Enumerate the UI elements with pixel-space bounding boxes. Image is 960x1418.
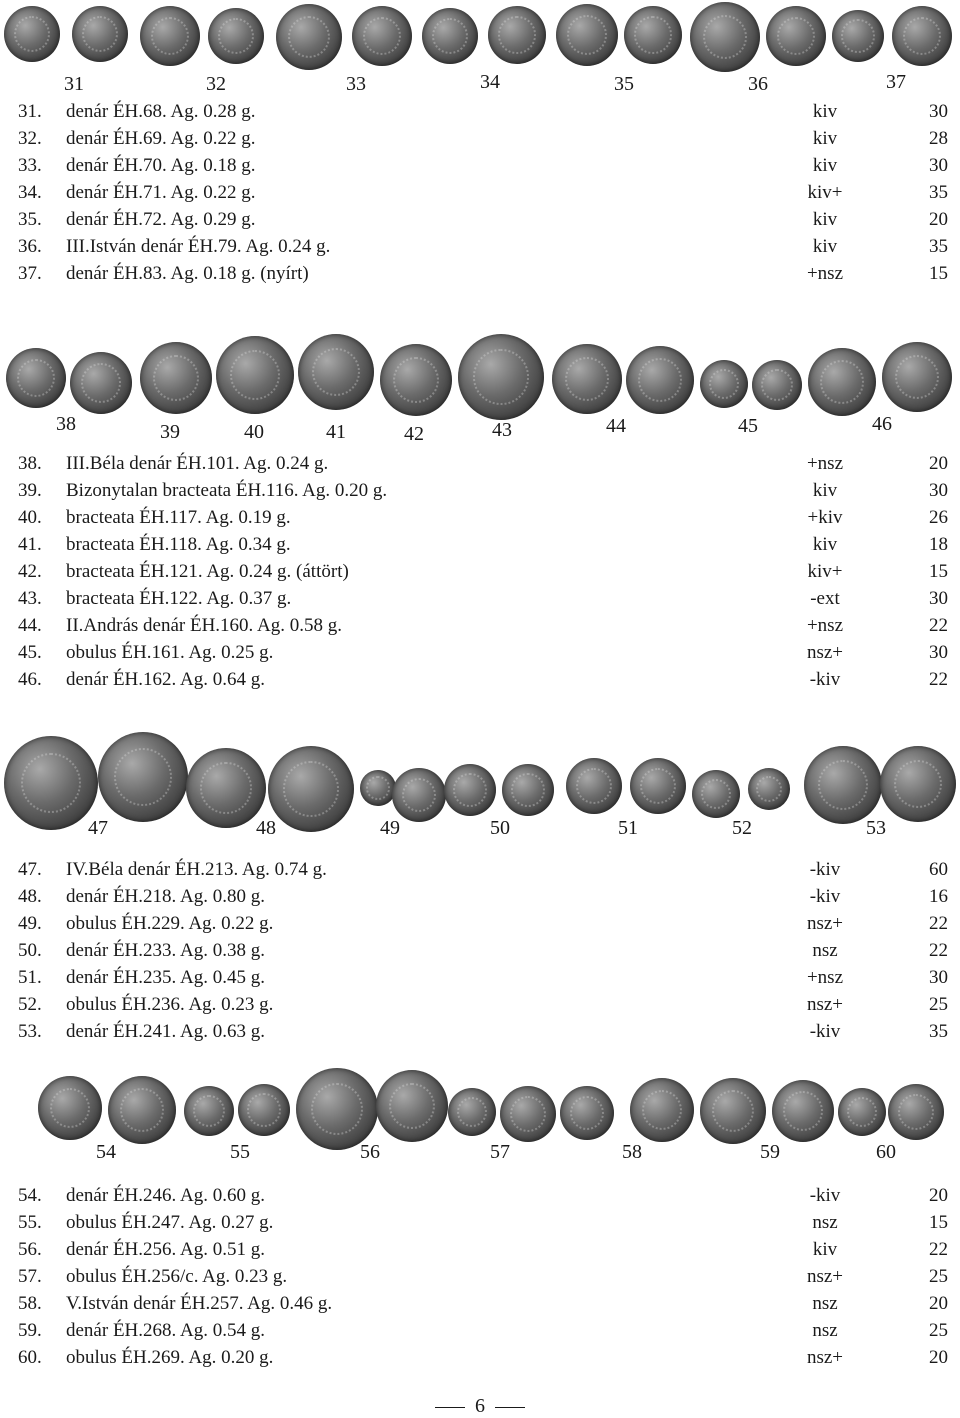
coin-photo xyxy=(458,334,544,420)
lot-price: 30 xyxy=(929,101,948,122)
lot-grade: kiv xyxy=(812,1239,838,1260)
catalog-list xyxy=(0,856,960,1045)
lot-grade: +nsz xyxy=(806,263,844,284)
coin-number-label: 35 xyxy=(614,73,634,95)
catalog-row xyxy=(0,98,960,125)
lot-number: 54. xyxy=(18,1185,42,1206)
footer-dash-right xyxy=(495,1407,525,1408)
coin-photo xyxy=(98,732,188,822)
catalog-list xyxy=(0,450,960,693)
coin-number-label: 57 xyxy=(490,1141,510,1163)
footer-dash-left xyxy=(435,1407,465,1408)
lot-number: 45. xyxy=(18,642,42,663)
catalog-row xyxy=(0,1236,960,1263)
coin-number-label: 45 xyxy=(738,415,758,437)
coin-photo xyxy=(392,768,446,822)
coin-photo xyxy=(70,352,132,414)
catalog-row xyxy=(0,125,960,152)
lot-grade: nsz+ xyxy=(806,913,844,934)
coin-photo xyxy=(38,1076,102,1140)
lot-description: denár ÉH.71. Ag. 0.22 g. xyxy=(66,182,256,203)
coin-photo xyxy=(752,360,802,410)
lot-grade: nsz+ xyxy=(806,994,844,1015)
lot-price: 18 xyxy=(929,534,948,555)
lot-description: obulus ÉH.229. Ag. 0.22 g. xyxy=(66,913,274,934)
coin-photo xyxy=(838,1088,886,1136)
coin-photo xyxy=(72,6,128,62)
lot-description: bracteata ÉH.118. Ag. 0.34 g. xyxy=(66,534,291,555)
lot-grade: kiv xyxy=(812,209,838,230)
lot-description: bracteata ÉH.117. Ag. 0.19 g. xyxy=(66,507,291,528)
lot-price: 25 xyxy=(929,1320,948,1341)
lot-grade: nsz xyxy=(812,1293,838,1314)
lot-grade: nsz xyxy=(812,1212,838,1233)
coin-photo xyxy=(140,342,212,414)
lot-number: 31. xyxy=(18,101,42,122)
coin-number-label: 59 xyxy=(760,1141,780,1163)
page-footer xyxy=(0,1394,960,1418)
lot-grade: kiv+ xyxy=(807,182,843,203)
lot-description: denár ÉH.162. Ag. 0.64 g. xyxy=(66,669,265,690)
lot-number: 33. xyxy=(18,155,42,176)
catalog-row xyxy=(0,1290,960,1317)
coin-photo xyxy=(268,746,354,832)
lot-price: 30 xyxy=(929,642,948,663)
catalog-row xyxy=(0,991,960,1018)
lot-price: 28 xyxy=(929,128,948,149)
lot-grade: +nsz xyxy=(806,453,844,474)
lot-description: Bizonytalan bracteata ÉH.116. Ag. 0.20 g. xyxy=(66,480,388,501)
coin-number-label: 52 xyxy=(732,817,752,839)
lot-grade: +nsz xyxy=(806,615,844,636)
coin-number-label: 33 xyxy=(346,73,366,95)
lot-grade: -ext xyxy=(810,588,840,609)
coin-number-label: 39 xyxy=(160,421,180,443)
lot-number: 56. xyxy=(18,1239,42,1260)
coin-photo xyxy=(422,8,478,64)
lot-description: denár ÉH.235. Ag. 0.45 g. xyxy=(66,967,265,988)
lot-grade: -kiv xyxy=(809,1021,841,1042)
lot-grade: nsz+ xyxy=(806,1266,844,1287)
catalog-row xyxy=(0,1182,960,1209)
catalog-list xyxy=(0,1182,960,1371)
catalog-row xyxy=(0,450,960,477)
coin-photo xyxy=(556,4,618,66)
coin-number-label: 50 xyxy=(490,817,510,839)
lot-number: 48. xyxy=(18,886,42,907)
lot-description: denár ÉH.70. Ag. 0.18 g. xyxy=(66,155,256,176)
lot-number: 55. xyxy=(18,1212,42,1233)
lot-price: 25 xyxy=(929,994,948,1015)
catalog-section-3 xyxy=(0,730,960,1045)
lot-description: III.István denár ÉH.79. Ag. 0.24 g. xyxy=(66,236,331,257)
coin-photo xyxy=(808,348,876,416)
lot-description: denár ÉH.268. Ag. 0.54 g. xyxy=(66,1320,265,1341)
lot-description: denár ÉH.241. Ag. 0.63 g. xyxy=(66,1021,265,1042)
lot-grade: +kiv xyxy=(807,507,843,528)
coin-photo xyxy=(186,748,266,828)
coin-photo xyxy=(552,344,622,414)
lot-grade: kiv xyxy=(812,236,838,257)
coin-number-label: 31 xyxy=(64,73,84,95)
catalog-row xyxy=(0,612,960,639)
lot-price: 26 xyxy=(929,507,948,528)
lot-grade: kiv xyxy=(812,480,838,501)
coin-number-label: 44 xyxy=(606,415,626,437)
coin-photo xyxy=(892,6,952,66)
lot-number: 46. xyxy=(18,669,42,690)
coin-photo xyxy=(888,1084,944,1140)
catalog-row xyxy=(0,666,960,693)
coin-photo xyxy=(208,8,264,64)
catalog-row xyxy=(0,1209,960,1236)
coin-photo xyxy=(184,1086,234,1136)
lot-grade: kiv xyxy=(812,101,838,122)
coin-number-label: 32 xyxy=(206,73,226,95)
catalog-row xyxy=(0,856,960,883)
coin-photo xyxy=(140,6,200,66)
coin-photo xyxy=(4,6,60,62)
catalog-row xyxy=(0,910,960,937)
coin-number-label: 36 xyxy=(748,73,768,95)
coin-photo xyxy=(700,1078,766,1144)
lot-description: obulus ÉH.247. Ag. 0.27 g. xyxy=(66,1212,274,1233)
page-number: 6 xyxy=(475,1395,485,1417)
lot-number: 58. xyxy=(18,1293,42,1314)
lot-number: 53. xyxy=(18,1021,42,1042)
coin-number-label: 49 xyxy=(380,817,400,839)
lot-price: 22 xyxy=(929,615,948,636)
lot-description: IV.Béla denár ÉH.213. Ag. 0.74 g. xyxy=(66,859,327,880)
coin-photo xyxy=(690,2,760,72)
lot-number: 57. xyxy=(18,1266,42,1287)
catalog-row xyxy=(0,206,960,233)
coin-photo-strip xyxy=(0,730,960,856)
coin-number-label: 55 xyxy=(230,1141,250,1163)
lot-description: obulus ÉH.269. Ag. 0.20 g. xyxy=(66,1347,274,1368)
lot-number: 42. xyxy=(18,561,42,582)
lot-number: 47. xyxy=(18,859,42,880)
catalog-section-2 xyxy=(0,334,960,693)
lot-description: bracteata ÉH.121. Ag. 0.24 g. (áttört) xyxy=(66,561,349,582)
coin-photo-strip xyxy=(0,334,960,450)
lot-description: denár ÉH.256. Ag. 0.51 g. xyxy=(66,1239,265,1260)
coin-photo xyxy=(882,342,952,412)
catalog-row xyxy=(0,585,960,612)
catalog-row xyxy=(0,1018,960,1045)
lot-description: denár ÉH.233. Ag. 0.38 g. xyxy=(66,940,265,961)
coin-number-label: 38 xyxy=(56,413,76,435)
lot-grade: kiv+ xyxy=(807,561,843,582)
lot-price: 35 xyxy=(929,182,948,203)
lot-grade: nsz+ xyxy=(806,1347,844,1368)
lot-number: 38. xyxy=(18,453,42,474)
lot-grade: kiv xyxy=(812,534,838,555)
lot-price: 35 xyxy=(929,236,948,257)
lot-price: 20 xyxy=(929,1185,948,1206)
lot-number: 43. xyxy=(18,588,42,609)
coin-number-label: 54 xyxy=(96,1141,116,1163)
lot-price: 25 xyxy=(929,1266,948,1287)
lot-price: 22 xyxy=(929,940,948,961)
coin-number-label: 48 xyxy=(256,817,276,839)
lot-price: 22 xyxy=(929,913,948,934)
coin-photo xyxy=(560,1086,614,1140)
coin-number-label: 46 xyxy=(872,413,892,435)
lot-number: 41. xyxy=(18,534,42,555)
lot-price: 15 xyxy=(929,263,948,284)
lot-grade: nsz xyxy=(812,940,838,961)
coin-number-label: 58 xyxy=(622,1141,642,1163)
lot-price: 30 xyxy=(929,155,948,176)
coin-photo xyxy=(276,4,342,70)
lot-grade: -kiv xyxy=(809,1185,841,1206)
lot-price: 35 xyxy=(929,1021,948,1042)
coin-photo xyxy=(700,360,748,408)
coin-photo xyxy=(748,768,790,810)
coin-photo xyxy=(216,336,294,414)
coin-photo xyxy=(766,6,826,66)
coin-photo xyxy=(296,1068,378,1150)
catalog-row xyxy=(0,558,960,585)
lot-grade: -kiv xyxy=(809,859,841,880)
coin-photo xyxy=(238,1084,290,1136)
catalog-row xyxy=(0,1317,960,1344)
catalog-row xyxy=(0,477,960,504)
lot-grade: kiv xyxy=(812,128,838,149)
coin-number-label: 51 xyxy=(618,817,638,839)
coin-number-label: 43 xyxy=(492,419,512,441)
lot-description: obulus ÉH.256/c. Ag. 0.23 g. xyxy=(66,1266,288,1287)
coin-photo xyxy=(566,758,622,814)
coin-photo xyxy=(630,1078,694,1142)
lot-number: 49. xyxy=(18,913,42,934)
lot-number: 50. xyxy=(18,940,42,961)
coin-photo xyxy=(772,1080,834,1142)
coin-photo xyxy=(500,1086,556,1142)
lot-number: 52. xyxy=(18,994,42,1015)
catalog-row xyxy=(0,964,960,991)
coin-photo xyxy=(298,334,374,410)
lot-price: 20 xyxy=(929,1293,948,1314)
lot-number: 32. xyxy=(18,128,42,149)
lot-description: denár ÉH.218. Ag. 0.80 g. xyxy=(66,886,265,907)
coin-photo xyxy=(352,6,412,66)
coin-photo xyxy=(630,758,686,814)
lot-description: denár ÉH.246. Ag. 0.60 g. xyxy=(66,1185,265,1206)
lot-grade: kiv xyxy=(812,155,838,176)
lot-number: 39. xyxy=(18,480,42,501)
catalog-row xyxy=(0,883,960,910)
coin-photo xyxy=(4,736,98,830)
catalog-row xyxy=(0,152,960,179)
coin-photo xyxy=(624,6,682,64)
catalog-list xyxy=(0,98,960,287)
coin-photo xyxy=(6,348,66,408)
coin-photo xyxy=(502,764,554,816)
lot-price: 22 xyxy=(929,1239,948,1260)
lot-price: 30 xyxy=(929,588,948,609)
lot-description: bracteata ÉH.122. Ag. 0.37 g. xyxy=(66,588,292,609)
lot-number: 59. xyxy=(18,1320,42,1341)
lot-description: obulus ÉH.161. Ag. 0.25 g. xyxy=(66,642,274,663)
catalog-row xyxy=(0,504,960,531)
coin-photo xyxy=(692,770,740,818)
lot-number: 44. xyxy=(18,615,42,636)
coin-number-label: 37 xyxy=(886,71,906,93)
lot-price: 20 xyxy=(929,209,948,230)
catalog-row xyxy=(0,937,960,964)
lot-description: denár ÉH.83. Ag. 0.18 g. (nyírt) xyxy=(66,263,309,284)
coin-photo xyxy=(108,1076,176,1144)
catalog-row xyxy=(0,179,960,206)
lot-description: denár ÉH.68. Ag. 0.28 g. xyxy=(66,101,256,122)
catalog-row xyxy=(0,1263,960,1290)
lot-price: 16 xyxy=(929,886,948,907)
lot-description: III.Béla denár ÉH.101. Ag. 0.24 g. xyxy=(66,453,329,474)
lot-description: denár ÉH.72. Ag. 0.29 g. xyxy=(66,209,256,230)
lot-grade: -kiv xyxy=(809,886,841,907)
lot-description: denár ÉH.69. Ag. 0.22 g. xyxy=(66,128,256,149)
lot-number: 37. xyxy=(18,263,42,284)
catalog-section-1 xyxy=(0,0,960,287)
lot-number: 35. xyxy=(18,209,42,230)
catalog-row xyxy=(0,1344,960,1371)
lot-price: 60 xyxy=(929,859,948,880)
coin-number-label: 56 xyxy=(360,1141,380,1163)
coin-number-label: 34 xyxy=(480,71,500,93)
coin-photo-strip xyxy=(0,1066,960,1182)
lot-grade: nsz+ xyxy=(806,642,844,663)
catalog-row xyxy=(0,531,960,558)
coin-photo xyxy=(804,746,882,824)
coin-photo xyxy=(832,10,884,62)
coin-number-label: 40 xyxy=(244,421,264,443)
lot-grade: nsz xyxy=(812,1320,838,1341)
coin-photo xyxy=(488,6,546,64)
lot-price: 20 xyxy=(929,1347,948,1368)
lot-price: 15 xyxy=(929,561,948,582)
coin-photo xyxy=(380,344,452,416)
catalog-row xyxy=(0,260,960,287)
lot-price: 15 xyxy=(929,1212,948,1233)
lot-price: 30 xyxy=(929,480,948,501)
coin-photo xyxy=(360,770,396,806)
lot-grade: +nsz xyxy=(806,967,844,988)
lot-price: 22 xyxy=(929,669,948,690)
lot-description: II.András denár ÉH.160. Ag. 0.58 g. xyxy=(66,615,342,636)
coin-photo-strip xyxy=(0,0,960,98)
coin-photo xyxy=(444,764,496,816)
coin-photo xyxy=(626,346,694,414)
lot-number: 60. xyxy=(18,1347,42,1368)
catalog-row xyxy=(0,233,960,260)
lot-description: obulus ÉH.236. Ag. 0.23 g. xyxy=(66,994,274,1015)
catalog-section-4 xyxy=(0,1066,960,1371)
lot-number: 34. xyxy=(18,182,42,203)
lot-number: 36. xyxy=(18,236,42,257)
lot-description: V.István denár ÉH.257. Ag. 0.46 g. xyxy=(66,1293,333,1314)
lot-number: 40. xyxy=(18,507,42,528)
lot-number: 51. xyxy=(18,967,42,988)
lot-grade: -kiv xyxy=(809,669,841,690)
coin-number-label: 42 xyxy=(404,423,424,445)
lot-price: 20 xyxy=(929,453,948,474)
coin-photo xyxy=(376,1070,448,1142)
coin-number-label: 47 xyxy=(88,817,108,839)
lot-price: 30 xyxy=(929,967,948,988)
coin-number-label: 41 xyxy=(326,421,346,443)
coin-number-label: 60 xyxy=(876,1141,896,1163)
coin-photo xyxy=(880,746,956,822)
coin-number-label: 53 xyxy=(866,817,886,839)
catalog-row xyxy=(0,639,960,666)
coin-photo xyxy=(448,1088,496,1136)
